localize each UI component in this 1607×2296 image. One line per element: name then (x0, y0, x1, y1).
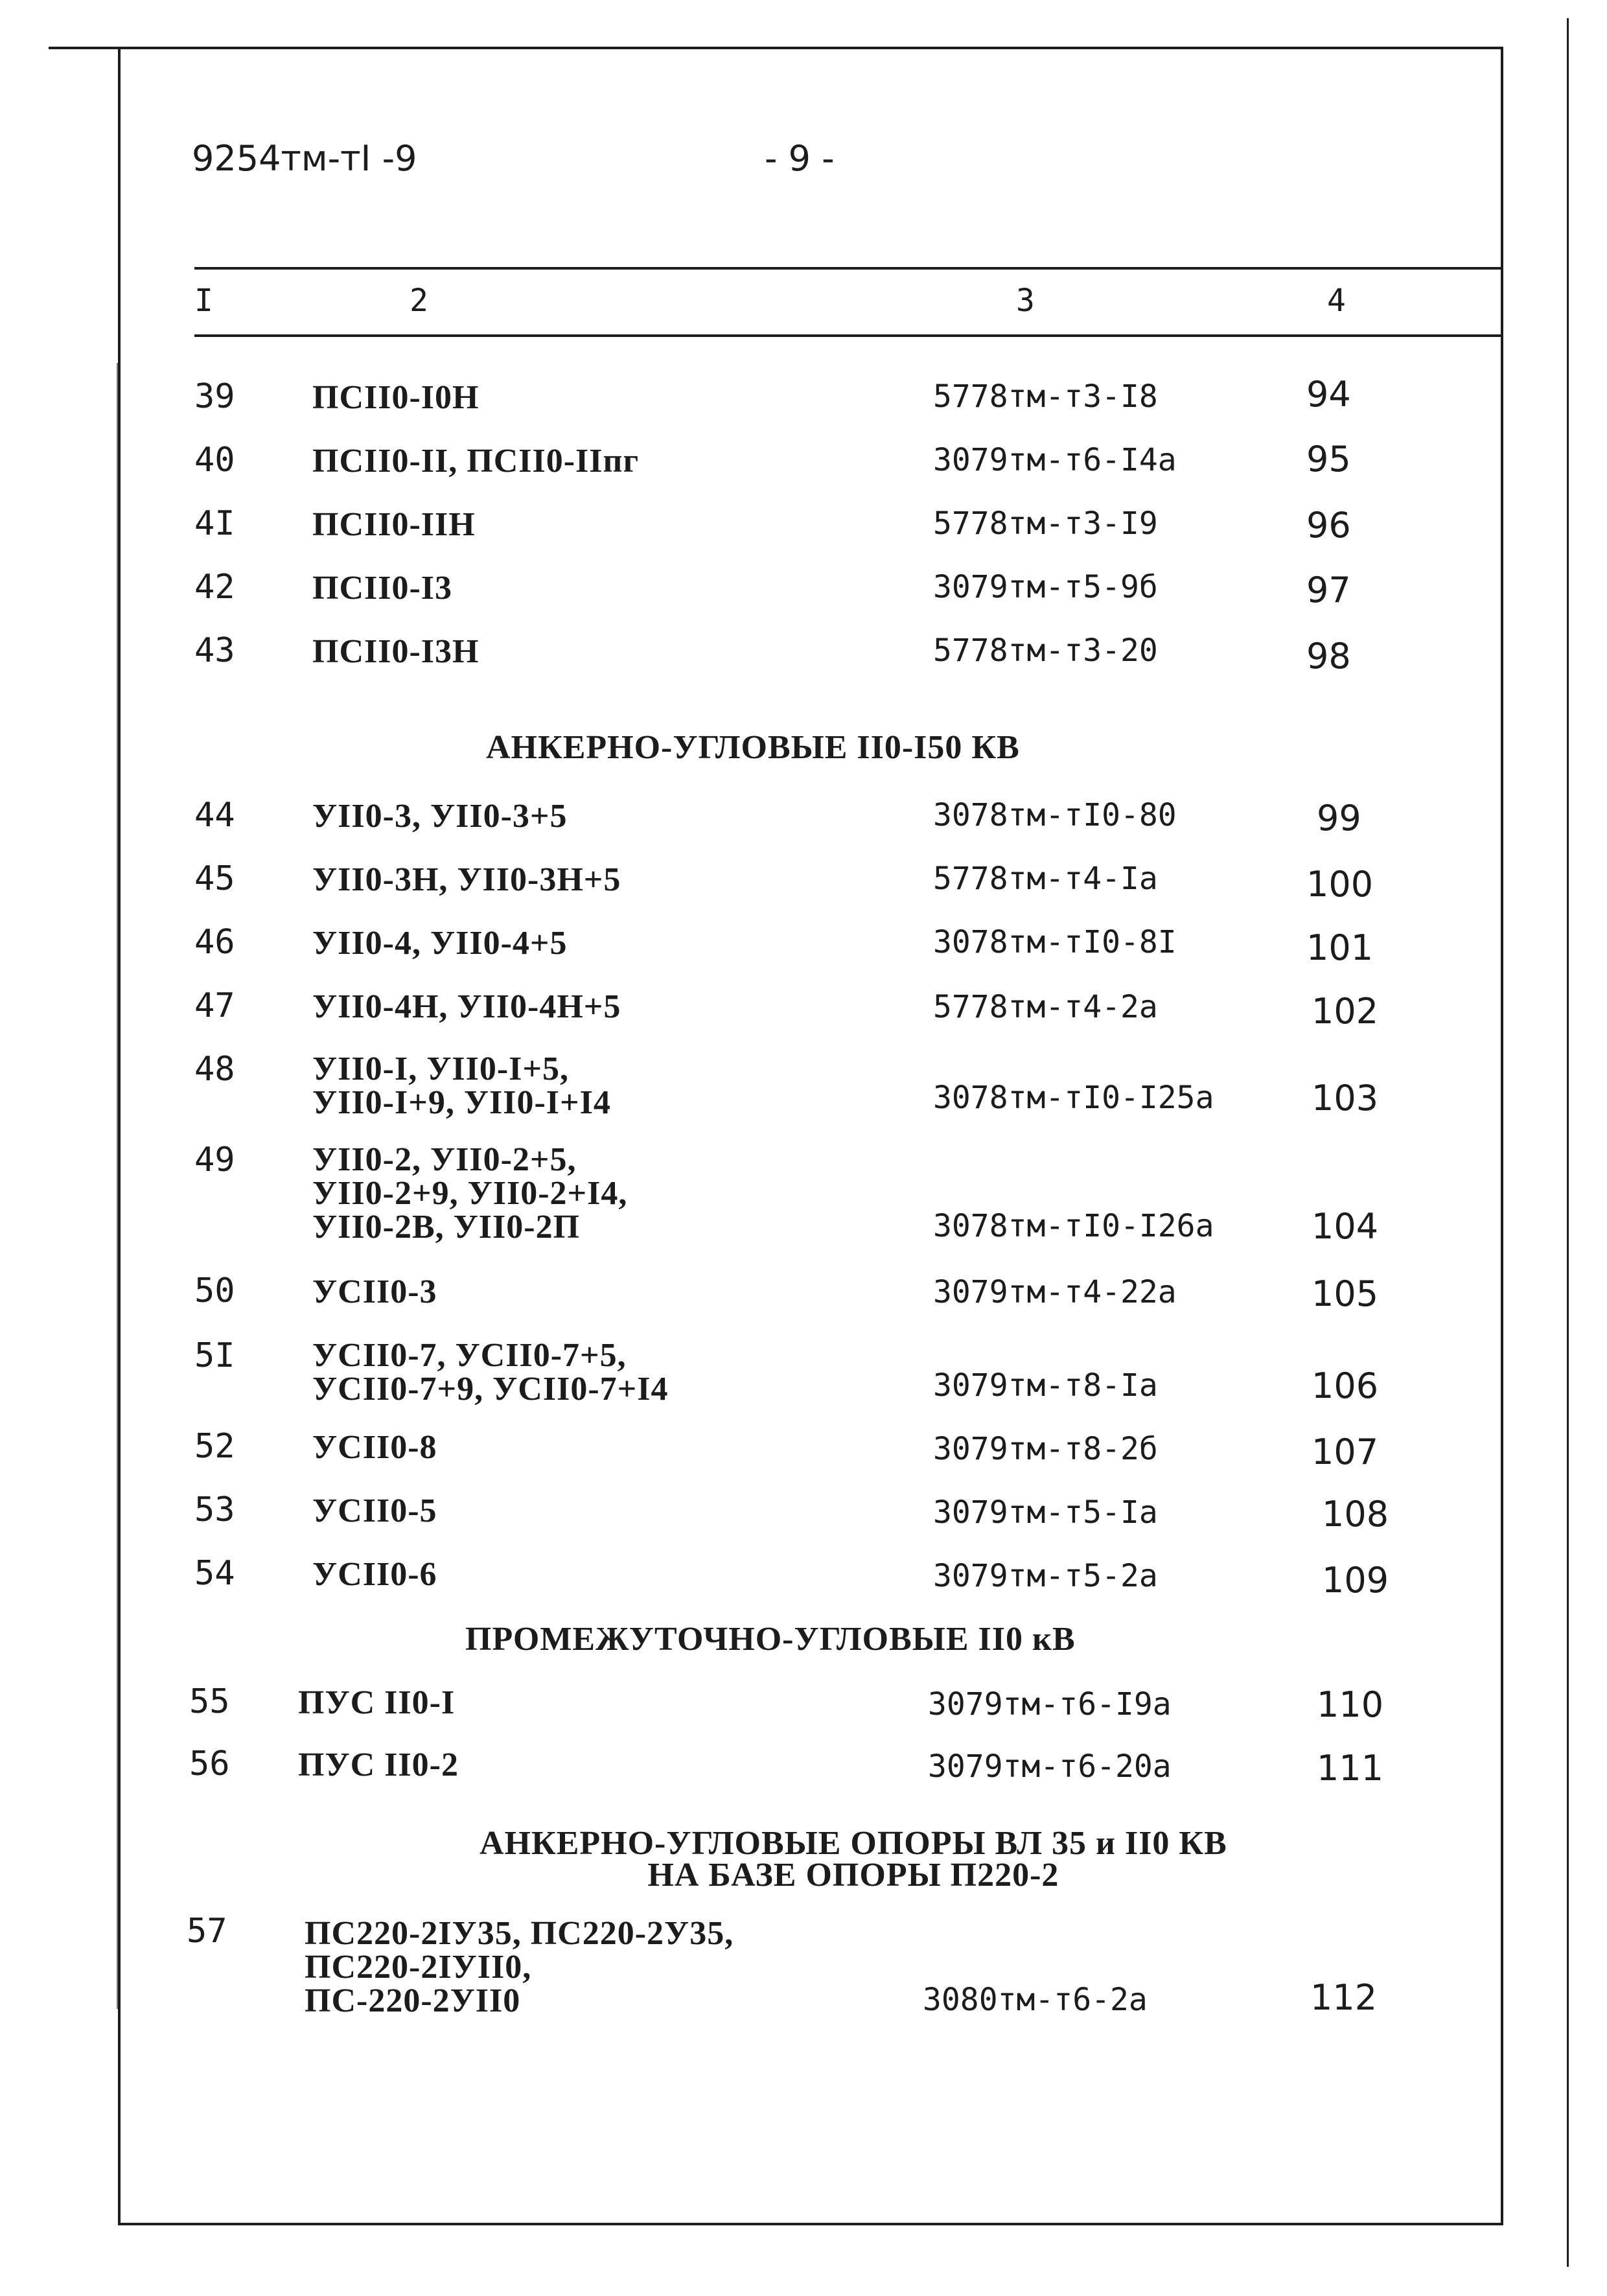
support-name: УСII0-3 (312, 1273, 437, 1310)
drawing-code: 3078тм-тI0-80 (933, 797, 1177, 833)
page-ref: 105 (1312, 1273, 1379, 1314)
page-ref: 97 (1306, 570, 1351, 610)
row-number: 52 (194, 1427, 235, 1466)
document-code: 9254тм-тI -9 (192, 138, 417, 179)
page-ref: 109 (1322, 1560, 1389, 1601)
row-number: 46 (194, 923, 235, 962)
page-ref: 94 (1306, 374, 1351, 415)
drawing-code: 5778тм-т4-2а (933, 989, 1158, 1025)
drawing-code: 3079тм-т5-9б (933, 569, 1158, 605)
top-border-line (49, 47, 1503, 49)
drawing-code: 5778тм-т4-Iа (933, 861, 1158, 897)
drawing-code: 3079тм-т6-I4а (933, 442, 1177, 478)
row-number: 53 (194, 1490, 235, 1529)
row-number: 44 (194, 796, 235, 835)
row-number: 48 (194, 1050, 235, 1089)
drawing-code: 3079тм-т6-I9а (928, 1686, 1172, 1722)
row-number: 5I (194, 1336, 235, 1375)
support-name: УII0-I, УII0-I+5, УII0-I+9, УII0-I+I4 (312, 1050, 611, 1121)
row-number: 43 (194, 631, 235, 670)
row-number: 57 (187, 1912, 227, 1951)
support-name: ПУС II0-2 (298, 1746, 459, 1783)
page-ref: 95 (1306, 439, 1351, 480)
support-name: ПСII0-II, ПСII0-IIпг (312, 443, 640, 480)
page-ref: 102 (1312, 991, 1379, 1032)
section-heading: АНКЕРНО-УГЛОВЫЕ II0-I50 КВ (486, 729, 1020, 766)
page-ref: 101 (1306, 927, 1374, 968)
row-number: 39 (194, 377, 235, 416)
page-ref: 106 (1312, 1365, 1379, 1406)
drawing-code: 3079тм-т5-2а (933, 1558, 1158, 1594)
support-name: УСII0-8 (312, 1429, 437, 1466)
support-name: ПСII0-I3Н (312, 633, 480, 670)
outer-left-bracket (117, 363, 119, 2009)
support-name: УСII0-5 (312, 1492, 437, 1529)
support-name: УСII0-7, УСII0-7+5, УСII0-7+9, УСII0-7+I4 (312, 1337, 669, 1408)
section-heading: ПРОМЕЖУТОЧНО-УГЛОВЫЕ II0 кВ (465, 1621, 1076, 1658)
row-number: 4I (194, 504, 235, 543)
support-name: ПСII0-I3 (312, 570, 453, 607)
row-number: 40 (194, 441, 235, 480)
drawing-code: 3079тм-т8-Iа (933, 1367, 1158, 1404)
row-number: 49 (194, 1141, 235, 1179)
support-name: ПСII0-IIН (312, 506, 476, 543)
drawing-code: 5778тм-т3-I8 (933, 378, 1158, 415)
drawing-code: 3079тм-т5-Iа (933, 1494, 1158, 1531)
column-header-4: 4 (1327, 283, 1346, 319)
column-header-3: 3 (1016, 283, 1035, 319)
drawing-code: 3080тм-т6-2а (923, 1982, 1148, 2018)
support-name: УII0-3, УII0-3+5 (312, 798, 568, 835)
page-ref: 100 (1306, 864, 1374, 905)
support-name: УII0-4Н, УII0-4Н+5 (312, 988, 621, 1025)
row-number: 56 (189, 1745, 230, 1783)
support-name: УII0-3Н, УII0-3Н+5 (312, 861, 621, 898)
drawing-code: 3078тм-тI0-I25а (933, 1080, 1214, 1116)
page-ref: 103 (1312, 1078, 1379, 1119)
page-ref: 96 (1306, 505, 1351, 546)
page-ref: 98 (1306, 636, 1351, 677)
column-header-top-line (194, 267, 1503, 270)
drawing-code: 5778тм-т3-20 (933, 632, 1158, 669)
support-name: ПСII0-I0Н (312, 379, 480, 416)
column-header-2: 2 (410, 283, 428, 319)
bottom-border-line (118, 2223, 1503, 2225)
row-number: 42 (194, 568, 235, 607)
support-name: ПУС II0-I (298, 1684, 456, 1721)
drawing-code: 3078тм-тI0-8I (933, 924, 1177, 960)
drawing-code: 3078тм-тI0-I26а (933, 1208, 1214, 1244)
row-number: 54 (194, 1554, 235, 1593)
column-header-1: I (194, 283, 213, 319)
page-ref: 110 (1317, 1684, 1384, 1725)
row-number: 47 (194, 986, 235, 1025)
column-header-bottom-line (194, 334, 1503, 337)
drawing-code: 3079тм-т6-20а (928, 1748, 1172, 1785)
drawing-code: 3079тм-т8-2б (933, 1431, 1158, 1467)
page-ref: 104 (1312, 1206, 1379, 1247)
support-name: УII0-4, УII0-4+5 (312, 925, 568, 962)
support-name: УСII0-6 (312, 1556, 437, 1593)
row-number: 55 (189, 1682, 230, 1721)
outer-right-bracket (1567, 18, 1569, 2267)
support-name: ПС220-2IУ35, ПС220-2У35, ПС220-2IУII0, ПС-220-2УII0 (305, 1915, 734, 2019)
drawing-code: 5778тм-т3-I9 (933, 505, 1158, 542)
page-ref: 111 (1317, 1748, 1384, 1789)
drawing-code: 3079тм-т4-22а (933, 1274, 1177, 1310)
page-ref: 112 (1310, 1977, 1378, 2018)
page-ref: 107 (1312, 1432, 1379, 1472)
page-number: - 9 - (765, 138, 835, 179)
support-name: УII0-2, УII0-2+5, УII0-2+9, УII0-2+I4, УII0-2В, УII0-2П (312, 1141, 628, 1246)
row-number: 45 (194, 859, 235, 898)
page-ref: 108 (1322, 1494, 1389, 1535)
row-number: 50 (194, 1271, 235, 1310)
right-border-line (1501, 47, 1503, 2225)
page-ref: 99 (1317, 798, 1361, 839)
section-heading: АНКЕРНО-УГЛОВЫЕ ОПОРЫ ВЛ 35 и II0 КВ НА БАЗЕ ОПОРЫ П220-2 (480, 1825, 1227, 1894)
